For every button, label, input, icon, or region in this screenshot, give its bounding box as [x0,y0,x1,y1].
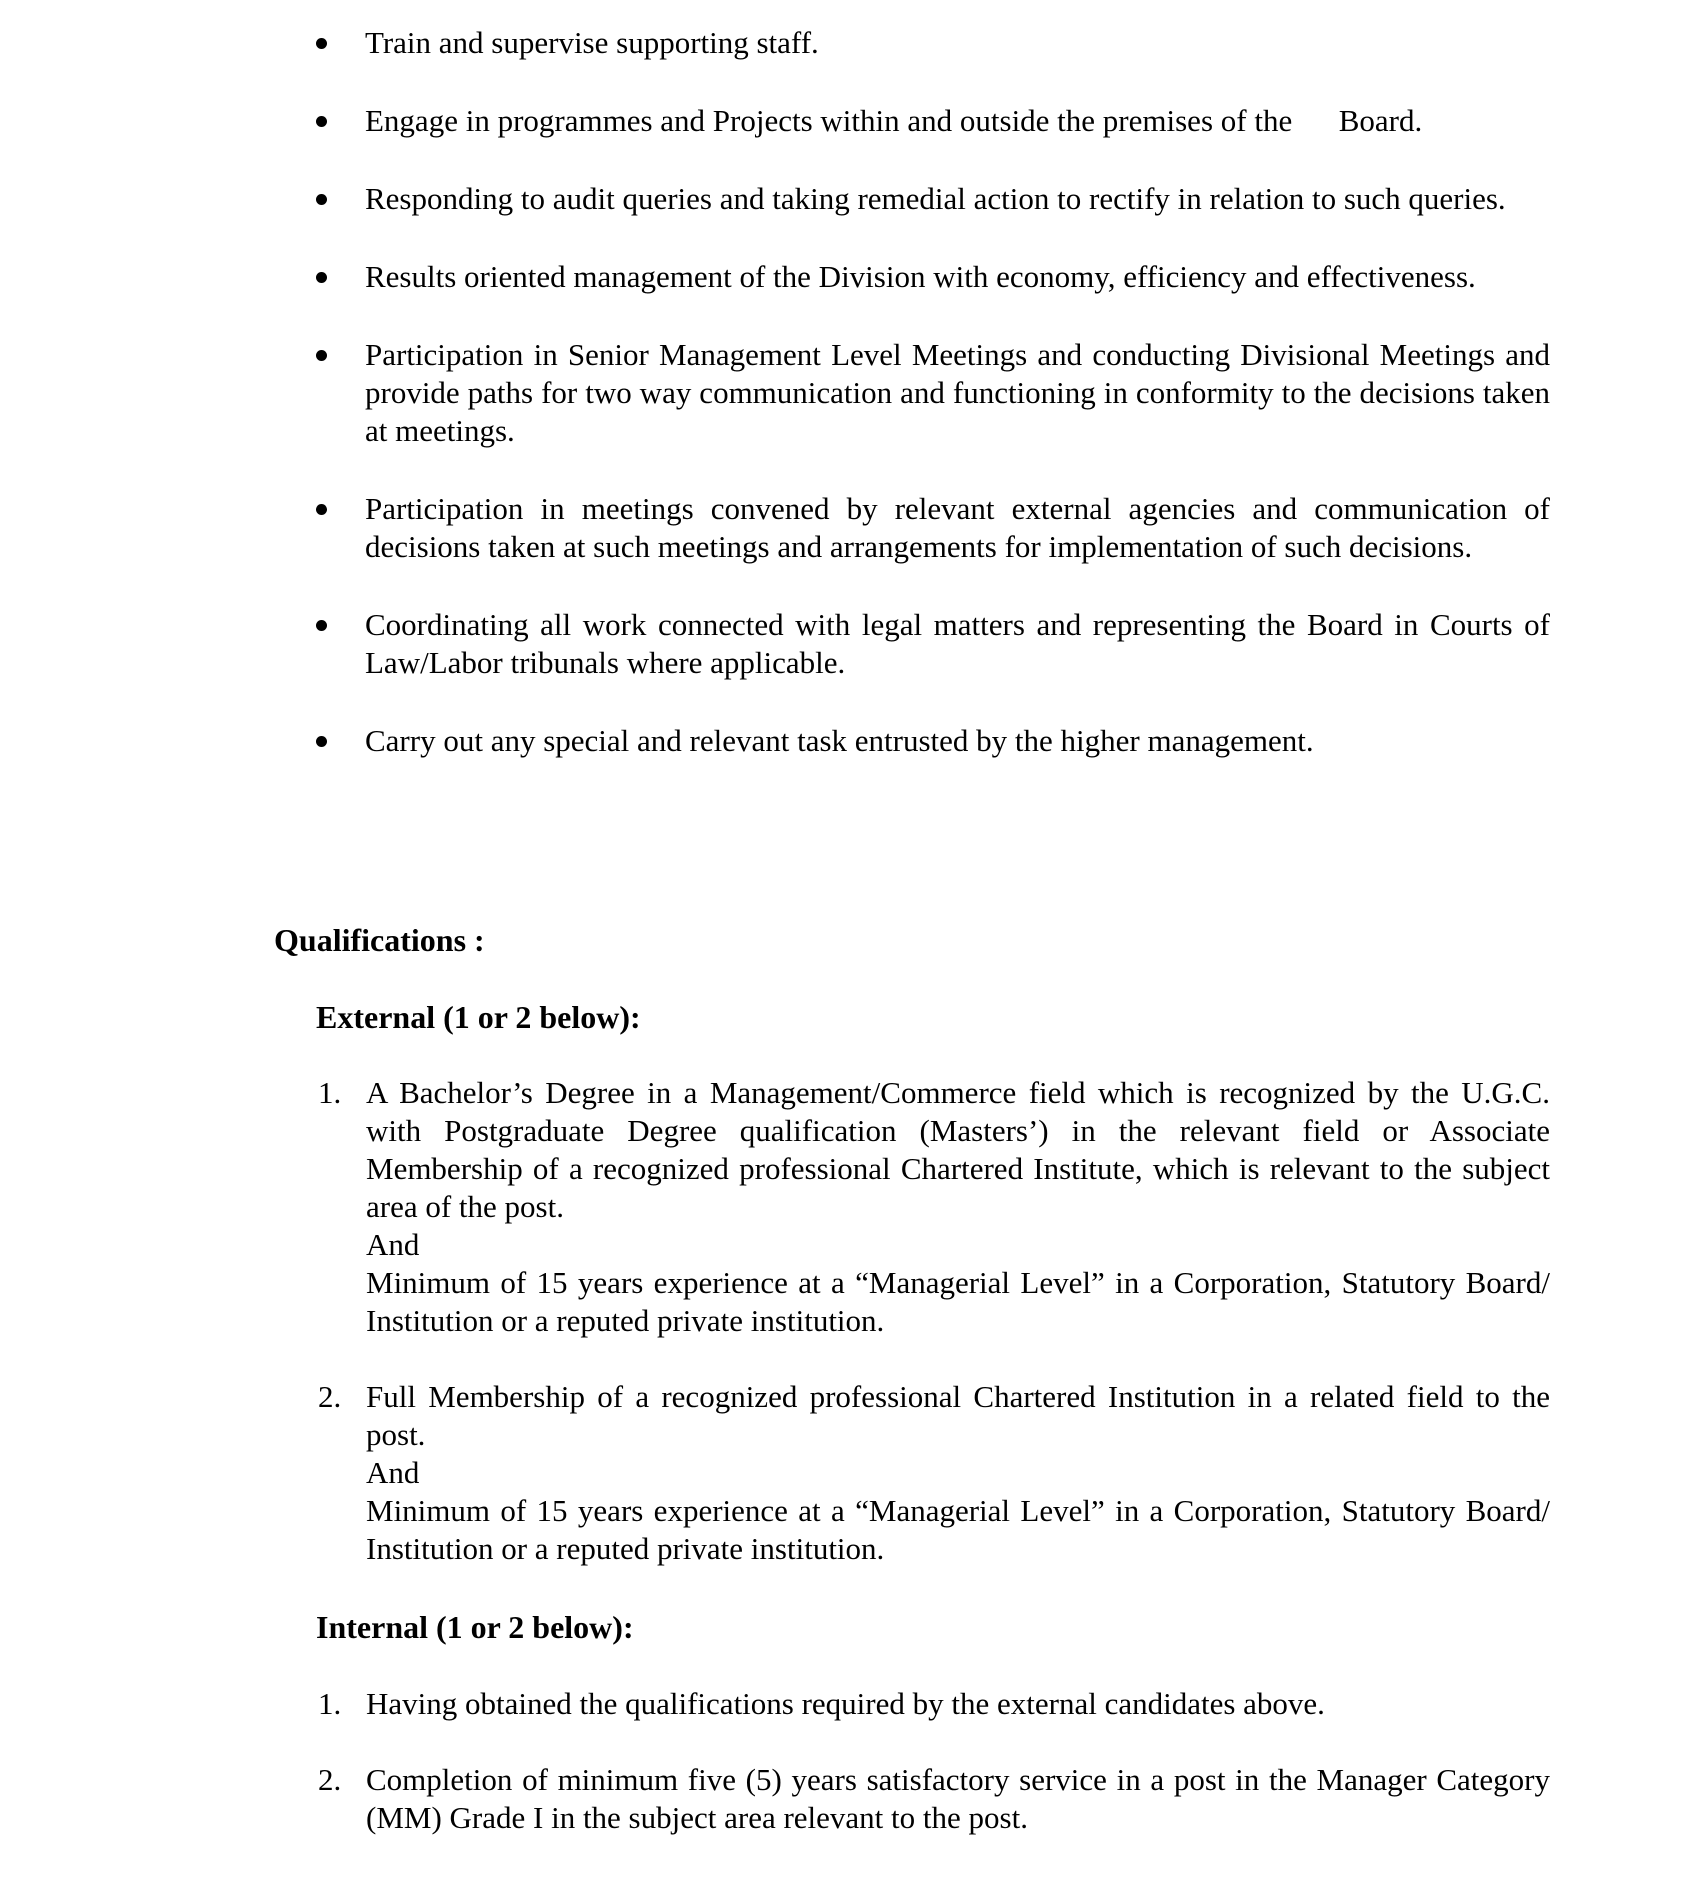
duty-item [310,102,1550,140]
experience-text: Minimum of 15 years experience at a “Managerial Level” in a Corporation, Statutory Board/ Institution or a reputed private institution. [366,1265,1550,1338]
duty-item [310,336,1550,450]
qualification-text: Full Membership of a recognized professional Chartered Institution in a related field to the post. [366,1379,1550,1452]
duty-item [310,606,1550,682]
external-qualification-item [316,1074,1550,1340]
duty-text: Coordinating all work connected with legal matters and representing the Board in Courts of Law/Labor tribunals where applicable. [365,607,1550,680]
qualification-text: Having obtained the qualifications required by the external candidates above. [366,1686,1325,1721]
duty-text: Responding to audit queries and taking remedial action to rectify in relation to such queries. [365,181,1506,216]
internal-qualification-item [316,1761,1566,1837]
experience-text: Minimum of 15 years experience at a “Managerial Level” in a Corporation, Statutory Board/ Institution or a reputed private institution. [366,1493,1550,1566]
item-number: 1. [318,1686,342,1721]
duty-item [310,180,1550,218]
duty-item [310,258,1550,296]
internal-qualification-item [316,1685,1550,1723]
bullet-icon [316,736,327,747]
bullet-icon [316,272,327,283]
qualification-text: Completion of minimum five (5) years satisfactory service in a post in the Manager Category (MM) Grade I in the subject area relevant to the post. [366,1762,1566,1835]
connector-text: And [366,1227,420,1262]
bullet-icon [316,116,327,127]
bullet-icon [316,350,327,361]
external-qualification-item [316,1378,1550,1568]
qualifications-heading: Qualifications : [274,922,485,958]
duty-text: Results oriented management of the Division with economy, efficiency and effectiveness. [365,259,1476,294]
duty-item [310,24,1550,62]
bullet-icon [316,194,327,205]
duty-text: Participation in meetings convened by relevant external agencies and communication of decisions taken at such meetings and arrangements for implementation of such decisions. [365,491,1550,564]
duty-item [310,490,1550,566]
duty-text: Participation in Senior Management Level Meetings and conducting Divisional Meetings and provide paths for two way communication and functioning in conformity to the decisions taken at meetings. [365,337,1550,448]
internal-heading: Internal (1 or 2 below): [316,1609,634,1645]
duty-item [310,722,1550,760]
bullet-icon [316,504,327,515]
connector-text: And [366,1455,420,1490]
duty-text: Carry out any special and relevant task entrusted by the higher management. [365,723,1314,758]
bullet-icon [316,620,327,631]
qualification-text: A Bachelor’s Degree in a Management/Commerce field which is recognized by the U.G.C. with Postgraduate Degree qualification (Masters’) in the relevant field or Associate Membership of a recognized professional Chartered Institute, which is relevant to the subject area of the post. [366,1075,1550,1224]
external-qualifications-list [316,1074,1550,1606]
bullet-icon [316,38,327,49]
duties-list [310,24,1550,800]
duty-text: Engage in programmes and Projects within and outside the premises of the Board. [365,103,1423,138]
item-number: 2. [318,1762,342,1797]
duty-text: Train and supervise supporting staff. [365,25,819,60]
internal-qualifications-list [316,1685,1566,1875]
item-number: 2. [318,1379,342,1414]
external-heading: External (1 or 2 below): [316,999,641,1035]
item-number: 1. [318,1075,342,1110]
